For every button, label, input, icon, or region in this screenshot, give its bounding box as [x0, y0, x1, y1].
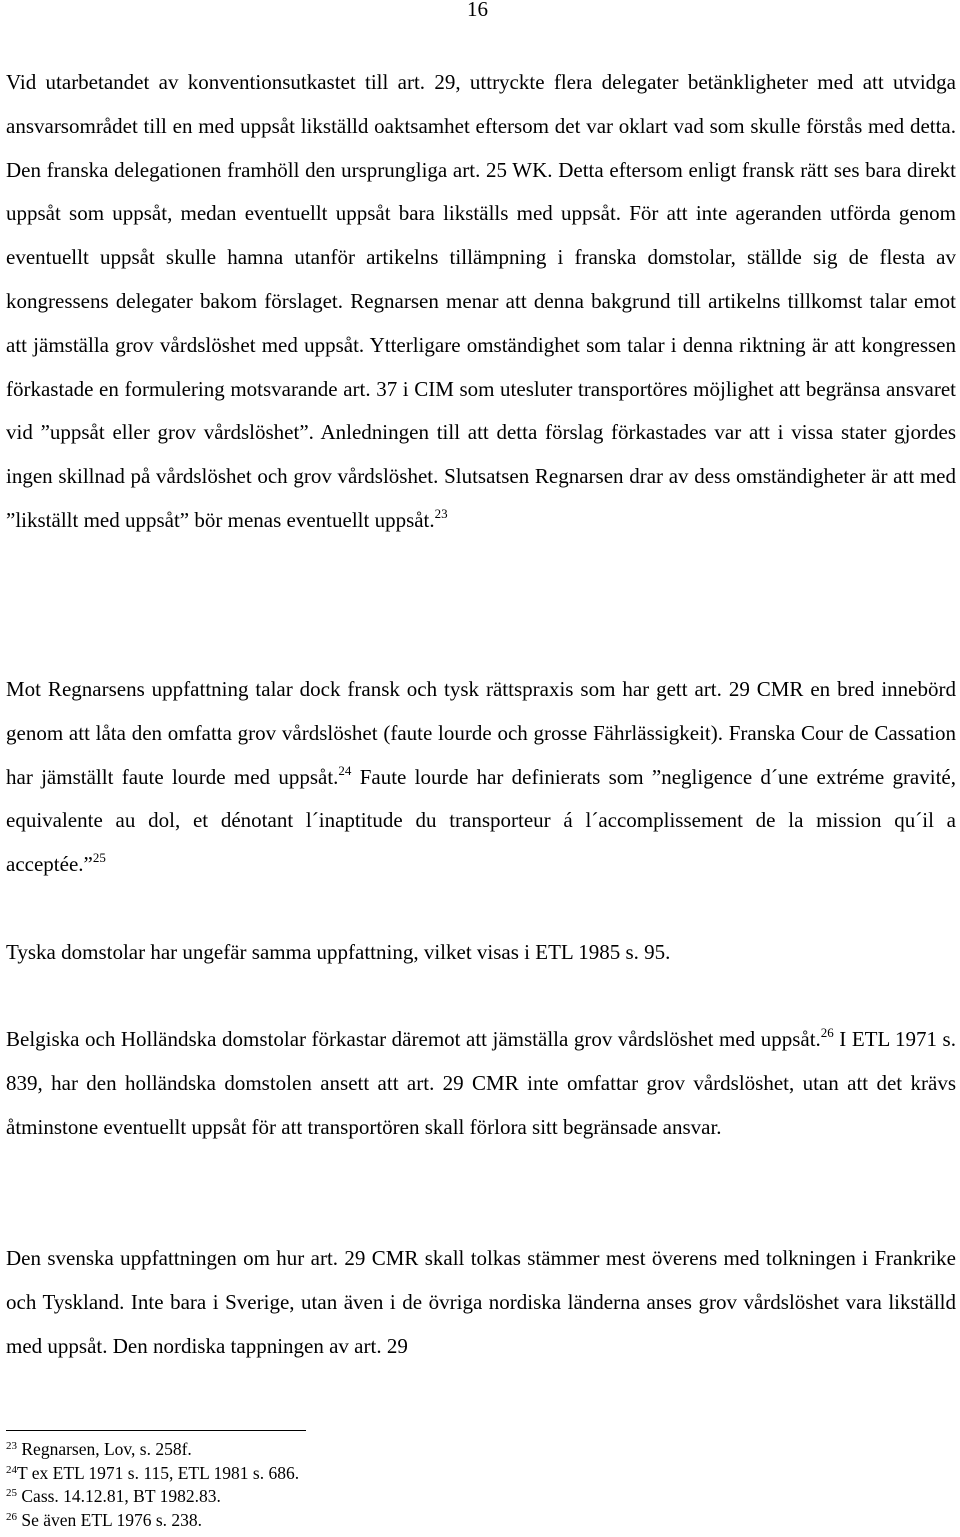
footnotes [6, 1438, 299, 1532]
footnote-text: Se även ETL 1976 s. 238. [17, 1509, 203, 1530]
body-paragraph [6, 1237, 956, 1368]
paragraph-text: Mot Regnarsens uppfattning talar dock fransk och tysk rättspraxis som har gett art. 29 CMR en bred innebörd genom att låta den omfatta grov vårdslöshet (faute lourde och grosse Fährlässigkeit). Franska Cour de Cassation har jämställt faute lourde med uppsåt. [6, 677, 956, 789]
body-paragraph [6, 668, 956, 887]
paragraph-text: Vid utarbetandet av konventionsutkastet till art. 29, uttryckte flera delegater betänkligheter med att utvidga ansvarsområdet till en med uppsåt likställd oaktsamhet eftersom det var oklart vad som skulle förstås med detta. Den franska delegationen framhöll den ursprungliga art. 25 WK. Detta eftersom enligt fransk rätt ses bara direkt uppsåt som uppsåt, medan eventuellt uppsåt bara likställs med uppsåt. För att inte ageranden utförda genom eventuellt uppsåt skulle hamna utanför artikelns tillämpning i franska domstolar, ställde sig de flesta av kongressens delegater bakom förslaget. Regnarsen menar att denna bakgrund till artikelns tillkomst talar emot att jämställa grov vårdslöshet med uppsåt. Ytterligare omständighet som talar i denna riktning är att kongressen förkastade en formulering motsvarande art. 37 i CIM som utesluter transportöres möjlighet att begränsa ansvaret vid ”uppsåt eller grov vårdslöshet”. Anledningen till att detta förslag förkastades var att i vissa stater gjordes ingen skillnad på vårdslöshet och grov vårdslöshet. Slutsatsen Regnarsen drar av dess omständigheter är att med ”likställt med uppsåt” bör menas eventuellt uppsåt. [6, 70, 956, 532]
footnote-text: Cass. 14.12.81, BT 1982.83. [17, 1486, 221, 1506]
body-paragraph [6, 1018, 956, 1149]
body-paragraph [6, 61, 956, 543]
footnote [6, 1485, 299, 1509]
footnote-separator [6, 1430, 306, 1431]
page-number: 16 [467, 0, 488, 21]
footnote-text: T ex ETL 1971 s. 115, ETL 1981 s. 686. [17, 1462, 300, 1483]
footnote-number: 26 [6, 1510, 17, 1523]
footnote-text: Regnarsen, Lov, s. 258f. [17, 1439, 192, 1459]
footnote-number: 25 [6, 1487, 17, 1499]
footnote-ref: 23 [434, 505, 448, 521]
footnote [6, 1438, 299, 1462]
footnote-number: 23 [6, 1440, 17, 1452]
footnote-number: 24 [6, 1463, 17, 1476]
footnote [6, 1462, 299, 1486]
footnote-ref: 26 [820, 1025, 834, 1040]
footnote [6, 1509, 299, 1533]
body-paragraph [6, 931, 956, 975]
footnote-ref: 25 [92, 850, 106, 866]
footnote-ref: 24 [338, 762, 352, 778]
paragraph-text: Belgiska och Holländska domstolar förkastar däremot att jämställa grov vårdslöshet med uppsåt. [6, 1027, 821, 1051]
paragraph-text: I ETL 1971 s. 839, har den holländska domstolen ansett att art. 29 CMR inte omfattar grov vårdslöshet, utan att det krävs åtminstone eventuellt uppsåt för att transportören skall förlora sitt begränsade ansvar. [6, 1027, 956, 1139]
paragraph-text: Faute lourde har definierats som ”negligence d´une extréme gravité, equivalente au dol, et dénotant l´inaptitude du transporteur á l´accomplissement de la mission qu´il a acceptée.” [6, 764, 956, 877]
paragraph-text: Tyska domstolar har ungefär samma uppfattning, vilket visas i ETL 1985 s. 95. [6, 940, 671, 964]
paragraph-text: Den svenska uppfattningen om hur art. 29 CMR skall tolkas stämmer mest överens med tolkningen i Frankrike och Tyskland. Inte bara i Sverige, utan även i de övriga nordiska länderna anses grov vårdslöshet vara likställd med uppsåt. Den nordiska tappningen av art. 29 [6, 1246, 956, 1358]
